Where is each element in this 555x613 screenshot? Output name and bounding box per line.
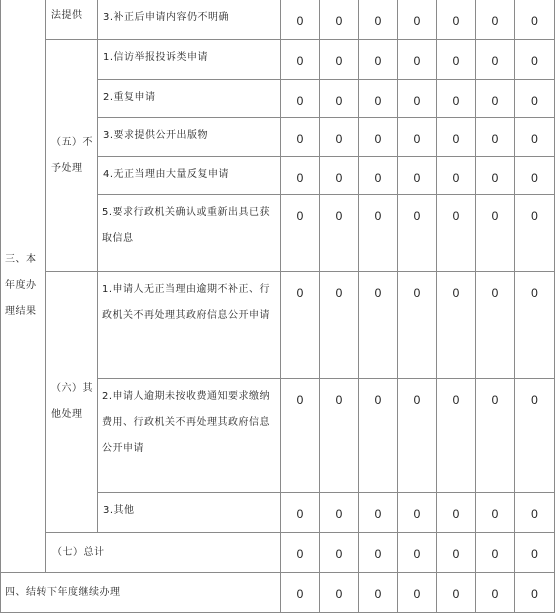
carry-label-cell	[1, 573, 281, 613]
value-cell: 0	[515, 40, 555, 80]
value-cell: 0	[476, 80, 515, 118]
value-cell: 0	[476, 118, 515, 157]
value-cell: 0	[320, 195, 359, 272]
table-row	[1, 0, 555, 40]
value-cell: 0	[320, 379, 359, 493]
value-cell: 0	[281, 157, 320, 195]
value-cell: 0	[437, 118, 476, 157]
value-cell: 0	[398, 195, 437, 272]
value-cell: 0	[320, 80, 359, 118]
value-cell: 0	[476, 40, 515, 80]
value-cell: 0	[320, 533, 359, 573]
value-cell: 0	[437, 573, 476, 613]
value-cell: 0	[398, 533, 437, 573]
group-label-cell	[46, 40, 98, 272]
value-cell: 0	[359, 573, 398, 613]
value-cell: 0	[320, 157, 359, 195]
group-label-cell	[46, 0, 98, 40]
value-cell: 0	[320, 573, 359, 613]
value-cell: 0	[437, 272, 476, 379]
value-cell: 0	[359, 80, 398, 118]
item-label: 1.申请人无正当理由逾期不补正、行政机关不再处理其政府信息公开申请	[102, 284, 271, 321]
value-cell: 0	[281, 0, 320, 40]
item-label: 2.重复申请	[103, 92, 156, 103]
value-cell: 0	[476, 272, 515, 379]
table-row	[1, 533, 555, 573]
item-label-cell	[98, 40, 281, 80]
partial-group-label: 法提供	[51, 10, 83, 21]
item-label: 4.无正当理由大量反复申请	[103, 169, 230, 180]
value-cell: 0	[437, 0, 476, 40]
value-cell: 0	[281, 195, 320, 272]
value-cell: 0	[281, 379, 320, 493]
item-label: 3.要求提供公开出版物	[103, 130, 209, 141]
value-cell: 0	[515, 573, 555, 613]
value-cell: 0	[320, 118, 359, 157]
value-cell: 0	[320, 40, 359, 80]
item-label-cell	[98, 0, 281, 40]
value-cell: 0	[476, 533, 515, 573]
section-label: 三、本年度办理结果	[5, 254, 37, 317]
total-label-cell	[46, 533, 281, 573]
value-cell: 0	[398, 40, 437, 80]
value-cell: 0	[398, 157, 437, 195]
value-cell: 0	[476, 157, 515, 195]
item-label: 3.补正后申请内容仍不明确	[103, 12, 230, 23]
group5-label: （五）不予处理	[51, 136, 93, 174]
table-row	[1, 272, 555, 379]
value-cell: 0	[359, 379, 398, 493]
value-cell: 0	[515, 157, 555, 195]
value-cell: 0	[359, 118, 398, 157]
value-cell: 0	[476, 493, 515, 533]
value-cell: 0	[359, 195, 398, 272]
item-label: 3.其他	[103, 505, 135, 516]
value-cell: 0	[437, 533, 476, 573]
value-cell: 0	[398, 493, 437, 533]
value-cell: 0	[281, 80, 320, 118]
value-cell: 0	[437, 195, 476, 272]
value-cell: 0	[398, 80, 437, 118]
value-cell: 0	[515, 195, 555, 272]
item-label: 1.信访举报投诉类申请	[103, 52, 209, 63]
value-cell: 0	[359, 157, 398, 195]
carry-label: 四、结转下年度继续办理	[5, 586, 121, 598]
value-cell: 0	[437, 80, 476, 118]
value-cell: 0	[515, 379, 555, 493]
item-label: 2.申请人逾期未按收费通知要求缴纳费用、行政机关不再处理其政府信息公开申请	[102, 391, 271, 454]
value-cell: 0	[320, 493, 359, 533]
value-cell: 0	[398, 379, 437, 493]
value-cell: 0	[359, 272, 398, 379]
value-cell: 0	[515, 272, 555, 379]
value-cell: 0	[398, 272, 437, 379]
value-cell: 0	[515, 0, 555, 40]
value-cell: 0	[359, 493, 398, 533]
value-cell: 0	[359, 533, 398, 573]
section-cell	[1, 0, 46, 573]
value-cell: 0	[515, 493, 555, 533]
value-cell: 0	[476, 573, 515, 613]
item-label-cell	[98, 272, 281, 379]
table-row	[1, 573, 555, 613]
item-label-cell	[98, 118, 281, 157]
value-cell: 0	[281, 272, 320, 379]
value-cell: 0	[476, 195, 515, 272]
value-cell: 0	[320, 272, 359, 379]
total-label: （七）总计	[52, 546, 105, 558]
item-label-cell	[98, 379, 281, 493]
value-cell: 0	[476, 0, 515, 40]
value-cell: 0	[437, 157, 476, 195]
value-cell: 0	[398, 573, 437, 613]
value-cell: 0	[281, 40, 320, 80]
value-cell: 0	[437, 493, 476, 533]
value-cell: 0	[359, 0, 398, 40]
value-cell: 0	[398, 118, 437, 157]
table-row	[1, 40, 555, 80]
value-cell: 0	[320, 0, 359, 40]
value-cell: 0	[281, 573, 320, 613]
group-label-cell	[46, 272, 98, 533]
value-cell: 0	[515, 118, 555, 157]
item-label-cell	[98, 80, 281, 118]
value-cell: 0	[398, 0, 437, 40]
value-cell: 0	[281, 493, 320, 533]
item-label-cell	[98, 195, 281, 272]
item-label: 5.要求行政机关确认或重新出具已获取信息	[102, 207, 271, 244]
value-cell: 0	[476, 379, 515, 493]
item-label-cell	[98, 493, 281, 533]
value-cell: 0	[281, 533, 320, 573]
value-cell: 0	[437, 40, 476, 80]
item-label-cell	[98, 157, 281, 195]
value-cell: 0	[515, 80, 555, 118]
group6-label: （六）其他处理	[51, 383, 93, 420]
value-cell: 0	[515, 533, 555, 573]
value-cell: 0	[359, 40, 398, 80]
value-cell: 0	[437, 379, 476, 493]
value-cell: 0	[281, 118, 320, 157]
